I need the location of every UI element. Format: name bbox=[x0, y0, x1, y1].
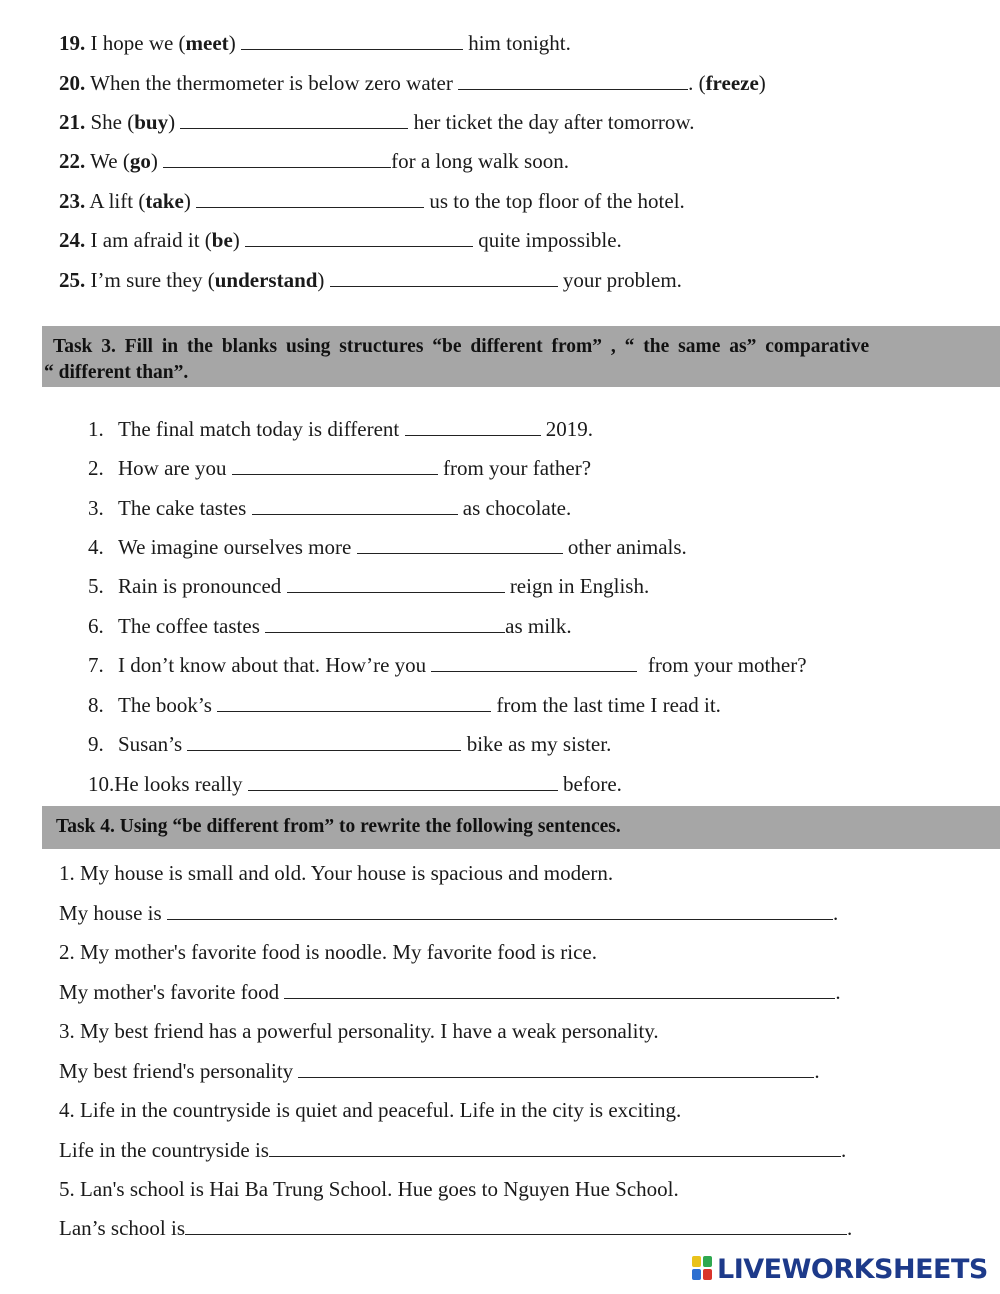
list-item: 21. She (buy) her ticket the day after tomorrow. bbox=[59, 110, 695, 134]
answer-blank[interactable] bbox=[405, 417, 541, 436]
list-item: 5. Lan's school is Hai Ba Trung School. Hue goes to Nguyen Hue School. bbox=[59, 1177, 679, 1201]
rewrite-line: My mother's favorite food . bbox=[59, 980, 841, 1004]
liveworksheets-logo: LIVEWORKSHEETS bbox=[692, 1253, 988, 1285]
list-item: 24. I am afraid it (be) quite impossible. bbox=[59, 228, 622, 252]
rewrite-line: My best friend's personality . bbox=[59, 1059, 820, 1083]
logo-icon bbox=[692, 1256, 714, 1282]
answer-blank[interactable] bbox=[248, 772, 558, 791]
answer-blank[interactable] bbox=[163, 149, 391, 168]
rewrite-line: My house is . bbox=[59, 901, 839, 925]
list-item: 2. How are you from your father? bbox=[88, 456, 592, 480]
list-item: 1. My house is small and old. Your house is spacious and modern. bbox=[59, 861, 614, 885]
answer-blank[interactable] bbox=[167, 901, 833, 920]
list-item: 5. Rain is pronounced reign in English. bbox=[88, 574, 650, 598]
list-item: 1. The final match today is different 2019. bbox=[88, 417, 594, 441]
task3-heading: Task 3. Fill in the blanks using structures “be different from” , “ the same as” comparative “ different than”. bbox=[42, 326, 1000, 387]
list-item: 3. The cake tastes as chocolate. bbox=[88, 496, 572, 520]
answer-blank[interactable] bbox=[232, 456, 438, 475]
list-item: 10.He looks really before. bbox=[88, 772, 622, 796]
list-item: 6. The coffee tastes as milk. bbox=[88, 614, 572, 638]
answer-blank[interactable] bbox=[245, 228, 473, 247]
answer-blank[interactable] bbox=[357, 535, 563, 554]
answer-blank[interactable] bbox=[187, 732, 461, 751]
list-item: 4. Life in the countryside is quiet and peaceful. Life in the city is exciting. bbox=[59, 1098, 682, 1122]
task4-heading: Task 4. Using “be different from” to rewrite the following sentences. bbox=[42, 806, 1000, 849]
answer-blank[interactable] bbox=[287, 574, 505, 593]
list-item: 22. We (go) for a long walk soon. bbox=[59, 149, 569, 173]
list-item: 23. A lift (take) us to the top floor of the hotel. bbox=[59, 189, 685, 213]
list-item: 7. I don’t know about that. How’re you from your mother? bbox=[88, 653, 807, 677]
answer-blank[interactable] bbox=[298, 1059, 814, 1078]
answer-blank[interactable] bbox=[269, 1138, 841, 1157]
list-item: 3. My best friend has a powerful personality. I have a weak personality. bbox=[59, 1019, 659, 1043]
list-item: 2. My mother's favorite food is noodle. My favorite food is rice. bbox=[59, 940, 598, 964]
answer-blank[interactable] bbox=[458, 71, 688, 90]
answer-blank[interactable] bbox=[330, 268, 558, 287]
list-item: 20. When the thermometer is below zero water . (freeze) bbox=[59, 71, 766, 95]
list-item: 8. The book’s from the last time I read it. bbox=[88, 693, 721, 717]
answer-blank[interactable] bbox=[241, 31, 463, 50]
rewrite-line: Life in the countryside is . bbox=[59, 1138, 847, 1162]
answer-blank[interactable] bbox=[196, 189, 424, 208]
answer-blank[interactable] bbox=[252, 496, 458, 515]
list-item: 9. Susan’s bike as my sister. bbox=[88, 732, 612, 756]
answer-blank[interactable] bbox=[217, 693, 491, 712]
answer-blank[interactable] bbox=[431, 653, 637, 672]
list-item: 19. I hope we (meet) him tonight. bbox=[59, 31, 571, 55]
answer-blank[interactable] bbox=[180, 110, 408, 129]
answer-blank[interactable] bbox=[284, 980, 835, 999]
answer-blank[interactable] bbox=[185, 1216, 847, 1235]
list-item: 25. I’m sure they (understand) your problem. bbox=[59, 268, 682, 292]
list-item: 4. We imagine ourselves more other animals. bbox=[88, 535, 687, 559]
answer-blank[interactable] bbox=[265, 614, 505, 633]
rewrite-line: Lan’s school is . bbox=[59, 1216, 853, 1240]
